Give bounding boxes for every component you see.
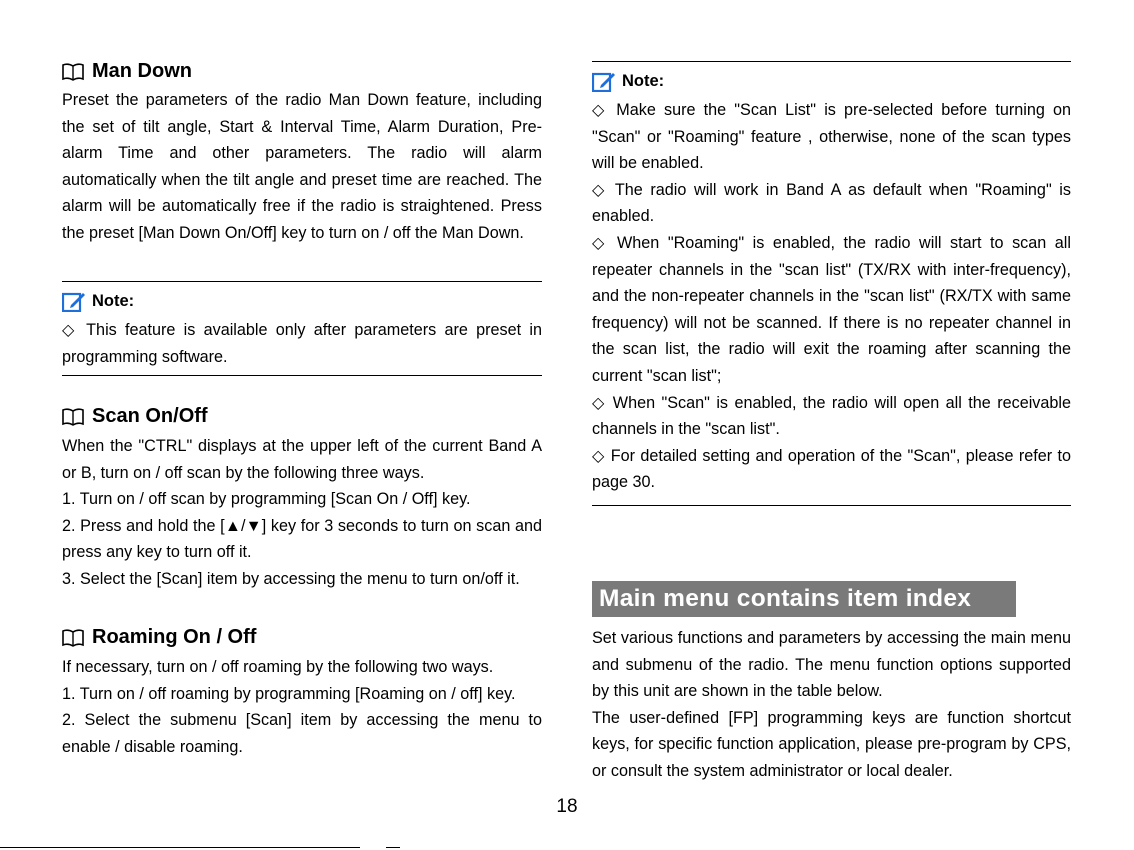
man-down-heading	[62, 60, 192, 83]
roaming-title: Roaming On / Off	[92, 626, 257, 648]
note-label: Note:	[92, 291, 135, 310]
main-menu-paragraph: The user-defined [FP] programming keys are function shortcut keys, for specific function application, please pre-program by CPS, or consult the system administrator or local dealer.	[592, 708, 1071, 780]
divider	[592, 505, 1071, 506]
note-heading	[62, 290, 134, 312]
note-item: ◇ Make sure the "Scan List" is pre-selected before turning on "Scan" or "Roaming" feature , otherwise, none of the scan types will be enabled.	[592, 101, 1071, 173]
note-label: Note:	[622, 71, 665, 90]
footer-rule	[0, 847, 360, 848]
main-menu-paragraph: Set various functions and parameters by accessing the main menu and submenu of the radio. The menu function options supported by this unit are shown in the table below.	[592, 629, 1071, 701]
note-item: ◇ For detailed setting and operation of the "Scan", please refer to page 30.	[592, 446, 1071, 492]
divider	[592, 61, 1071, 62]
main-menu-banner: Main menu contains item index	[592, 581, 1016, 617]
note-item: ◇ When "Scan" is enabled, the radio will open all the receivable channels in the "scan list".	[592, 393, 1071, 439]
roaming-line: 1. Turn on / off roaming by programming [Roaming on / off] key.	[62, 684, 516, 703]
note-item: ◇ The radio will work in Band A as default when "Roaming" is enabled.	[592, 180, 1071, 226]
pencil-note-icon	[62, 290, 86, 312]
man-down-title: Man Down	[92, 60, 192, 82]
divider	[62, 281, 542, 282]
note-heading	[592, 70, 664, 92]
scan-line: When the "CTRL" displays at the upper left of the current Band A or B, turn on / off scan by the following three ways.	[62, 437, 542, 482]
scan-line: 2. Press and hold the [▲/▼] key for 3 seconds to turn on scan and press any key to turn off it.	[62, 516, 542, 562]
man-down-body: Preset the parameters of the radio Man Down feature, including the set of tilt angle, Start & Interval Time, Alarm Duration, Pre-alarm Time and other parameters. The radio will alarm automatically when the tilt angle and preset time are reached. The alarm will be automatically free if the radio is straightened. Press the preset [Man Down On/Off] key to turn on / off the Man Down.	[62, 91, 542, 242]
book-icon	[62, 62, 84, 82]
man-down-note-text: ◇ This feature is available only after parameters are preset in programming software.	[62, 321, 542, 366]
scan-line: 1. Turn on / off scan by programming [Scan On / Off] key.	[62, 490, 471, 509]
page-number: 18	[556, 796, 578, 817]
roaming-heading	[62, 626, 256, 649]
book-icon	[62, 628, 84, 648]
pencil-note-icon	[592, 70, 616, 92]
book-icon	[62, 407, 84, 427]
note-item: ◇ When "Roaming" is enabled, the radio will start to scan all repeater channels in the "scan list" (TX/RX with inter-frequency), and the non-repeater channels in the "scan list" (RX/TX with same frequency) will not be scanned. If there is no repeater channel in the scan list, the radio will exit the roaming after scanning the current "scan list";	[592, 233, 1071, 385]
footer-mark	[386, 847, 400, 848]
roaming-line: If necessary, turn on / off roaming by the following two ways.	[62, 658, 494, 676]
roaming-line: 2. Select the submenu [Scan] item by accessing the menu to enable / disable roaming.	[62, 711, 542, 756]
scan-heading	[62, 405, 208, 428]
divider	[62, 375, 542, 376]
scan-line: 3. Select the [Scan] item by accessing the menu to turn on/off it.	[62, 569, 520, 588]
scan-title: Scan On/Off	[92, 405, 208, 427]
